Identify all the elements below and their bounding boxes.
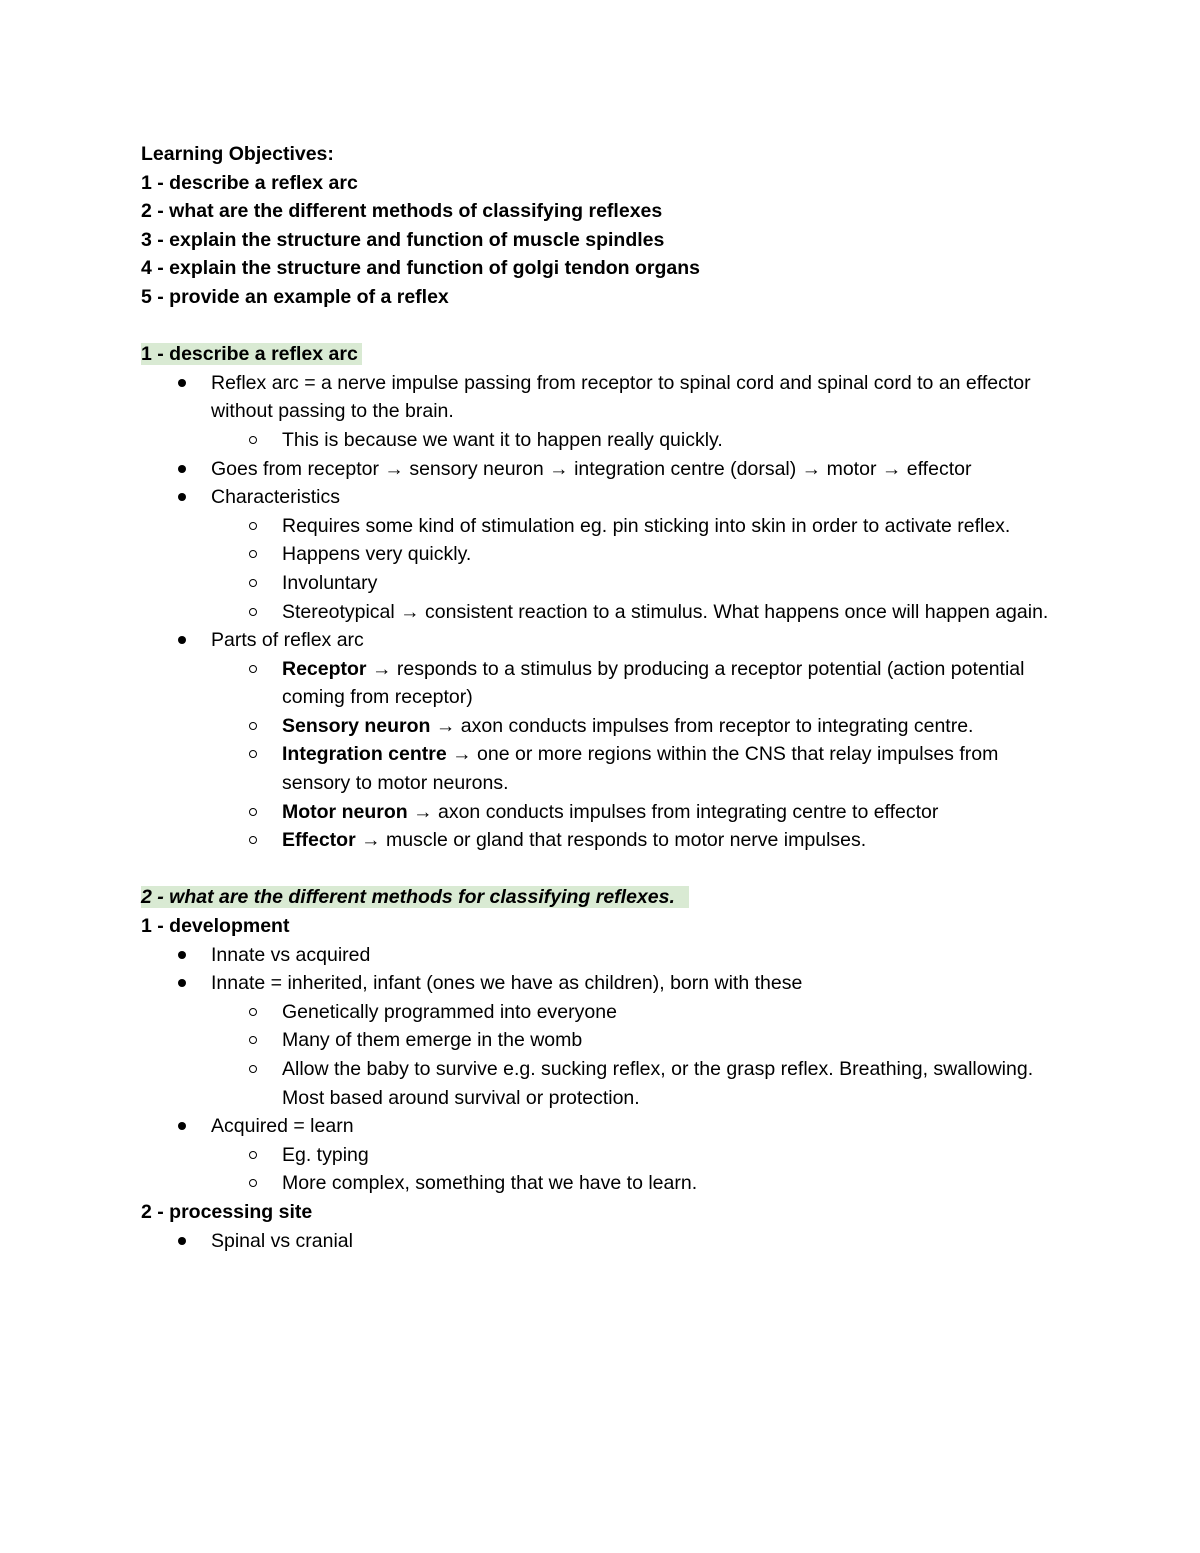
circle-bullet-icon (249, 1065, 257, 1073)
circle-bullet-icon (249, 665, 257, 673)
spacer (141, 855, 1061, 884)
list-item-text: Parts of reflex arc (211, 629, 364, 652)
term-description: → muscle or gland that responds to motor nerve impulses. (355, 829, 867, 852)
circle-bullet-icon (249, 808, 257, 816)
list-item (141, 1112, 1061, 1141)
objective-item: 5 - provide an example of a reflex (141, 285, 449, 308)
list-item-text: Spinal vs cranial (211, 1229, 353, 1252)
bullet-icon (178, 465, 186, 473)
list-item (141, 598, 1061, 627)
circle-bullet-icon (249, 608, 257, 616)
document-body (141, 140, 1061, 1255)
objective-item: 3 - explain the structure and function of muscle spindles (141, 228, 665, 251)
term-description: → one or more regions within the CNS that relay impulses from sensory to motor neurons. (282, 743, 999, 795)
term: Motor neuron (282, 800, 408, 823)
term: Receptor (282, 657, 367, 680)
list-item-text: Goes from receptor → sensory neuron → integration centre (dorsal) → motor → effector (211, 457, 972, 480)
list-item-text: Many of them emerge in the womb (282, 1029, 583, 1052)
list-item (141, 969, 1061, 998)
list-item-text: Allow the baby to survive e.g. sucking reflex, or the grasp reflex. Breathing, swallowing. Most based around survival or protection. (282, 1058, 1034, 1109)
list-item (141, 569, 1061, 598)
list-item-text: Involuntary (282, 571, 378, 594)
list-item-text: Requires some kind of stimulation eg. pin sticking into skin in order to activate reflex. (282, 514, 1011, 537)
list-item-text: Innate vs acquired (211, 943, 371, 966)
list-item (141, 740, 1061, 797)
list-item (141, 483, 1061, 512)
term-description: → responds to a stimulus by producing a receptor potential (action potential coming from receptor) (282, 657, 1025, 709)
list-item (141, 1026, 1061, 1055)
list-item-text: Genetically programmed into everyone (282, 1000, 617, 1023)
list-item (141, 455, 1061, 484)
circle-bullet-icon (249, 836, 257, 844)
list-item (141, 540, 1061, 569)
circle-bullet-icon (249, 1008, 257, 1016)
list-item (141, 1141, 1061, 1170)
bullet-icon (178, 379, 186, 387)
list-item (141, 798, 1061, 827)
list-item (141, 1227, 1061, 1256)
list-item (141, 826, 1061, 855)
list-item (141, 941, 1061, 970)
list-item-text: Acquired = learn (211, 1115, 354, 1138)
objectives-title: Learning Objectives: (141, 143, 334, 165)
list-item (141, 1169, 1061, 1198)
section1-heading: 1 - describe a reflex arc (141, 343, 362, 365)
list-item (141, 655, 1061, 712)
circle-bullet-icon (249, 550, 257, 558)
list-item-text: Happens very quickly. (282, 543, 472, 566)
term-description: → axon conducts impulses from receptor to integrating centre. (430, 714, 974, 737)
bullet-icon (178, 1122, 186, 1130)
list-item (141, 998, 1061, 1027)
list-item-text: Eg. typing (282, 1143, 369, 1166)
section2-heading: 2 - what are the different methods for classifying reflexes. (141, 886, 689, 908)
objective-item: 2 - what are the different methods of classifying reflexes (141, 200, 663, 223)
bullet-icon (178, 1237, 186, 1245)
list-item-text: Reflex arc = a nerve impulse passing from receptor to spinal cord and spinal cord to an effector without passing to the brain. (211, 371, 1031, 423)
list-item-text: Characteristics (211, 486, 340, 509)
term-description: → axon conducts impulses from integrating centre to effector (407, 800, 939, 823)
list-item-text: Innate = inherited, infant (ones we have as children), born with these (211, 972, 803, 995)
circle-bullet-icon (249, 436, 257, 444)
list-item (141, 369, 1061, 426)
bullet-icon (178, 493, 186, 501)
circle-bullet-icon (249, 722, 257, 730)
circle-bullet-icon (249, 522, 257, 530)
list-item-text: This is because we want it to happen really quickly. (282, 428, 723, 451)
list-item (141, 712, 1061, 741)
circle-bullet-icon (249, 1036, 257, 1044)
list-item (141, 626, 1061, 655)
term: Integration centre (282, 743, 447, 766)
list-item (141, 512, 1061, 541)
circle-bullet-icon (249, 579, 257, 587)
term: Effector (282, 829, 356, 852)
bullet-icon (178, 979, 186, 987)
bullet-icon (178, 951, 186, 959)
spacer (141, 312, 1061, 341)
list-item (141, 426, 1061, 455)
circle-bullet-icon (249, 750, 257, 758)
subheading: 1 - development (141, 915, 290, 938)
circle-bullet-icon (249, 1179, 257, 1187)
circle-bullet-icon (249, 1151, 257, 1159)
objective-item: 4 - explain the structure and function of golgi tendon organs (141, 257, 701, 280)
list-item-text: Stereotypical → consistent reaction to a stimulus. What happens once will happen again. (282, 600, 1049, 623)
bullet-icon (178, 636, 186, 644)
list-item (141, 1055, 1061, 1112)
objective-item: 1 - describe a reflex arc (141, 171, 358, 194)
term: Sensory neuron (282, 714, 431, 737)
subheading: 2 - processing site (141, 1200, 313, 1223)
list-item-text: More complex, something that we have to learn. (282, 1172, 698, 1195)
